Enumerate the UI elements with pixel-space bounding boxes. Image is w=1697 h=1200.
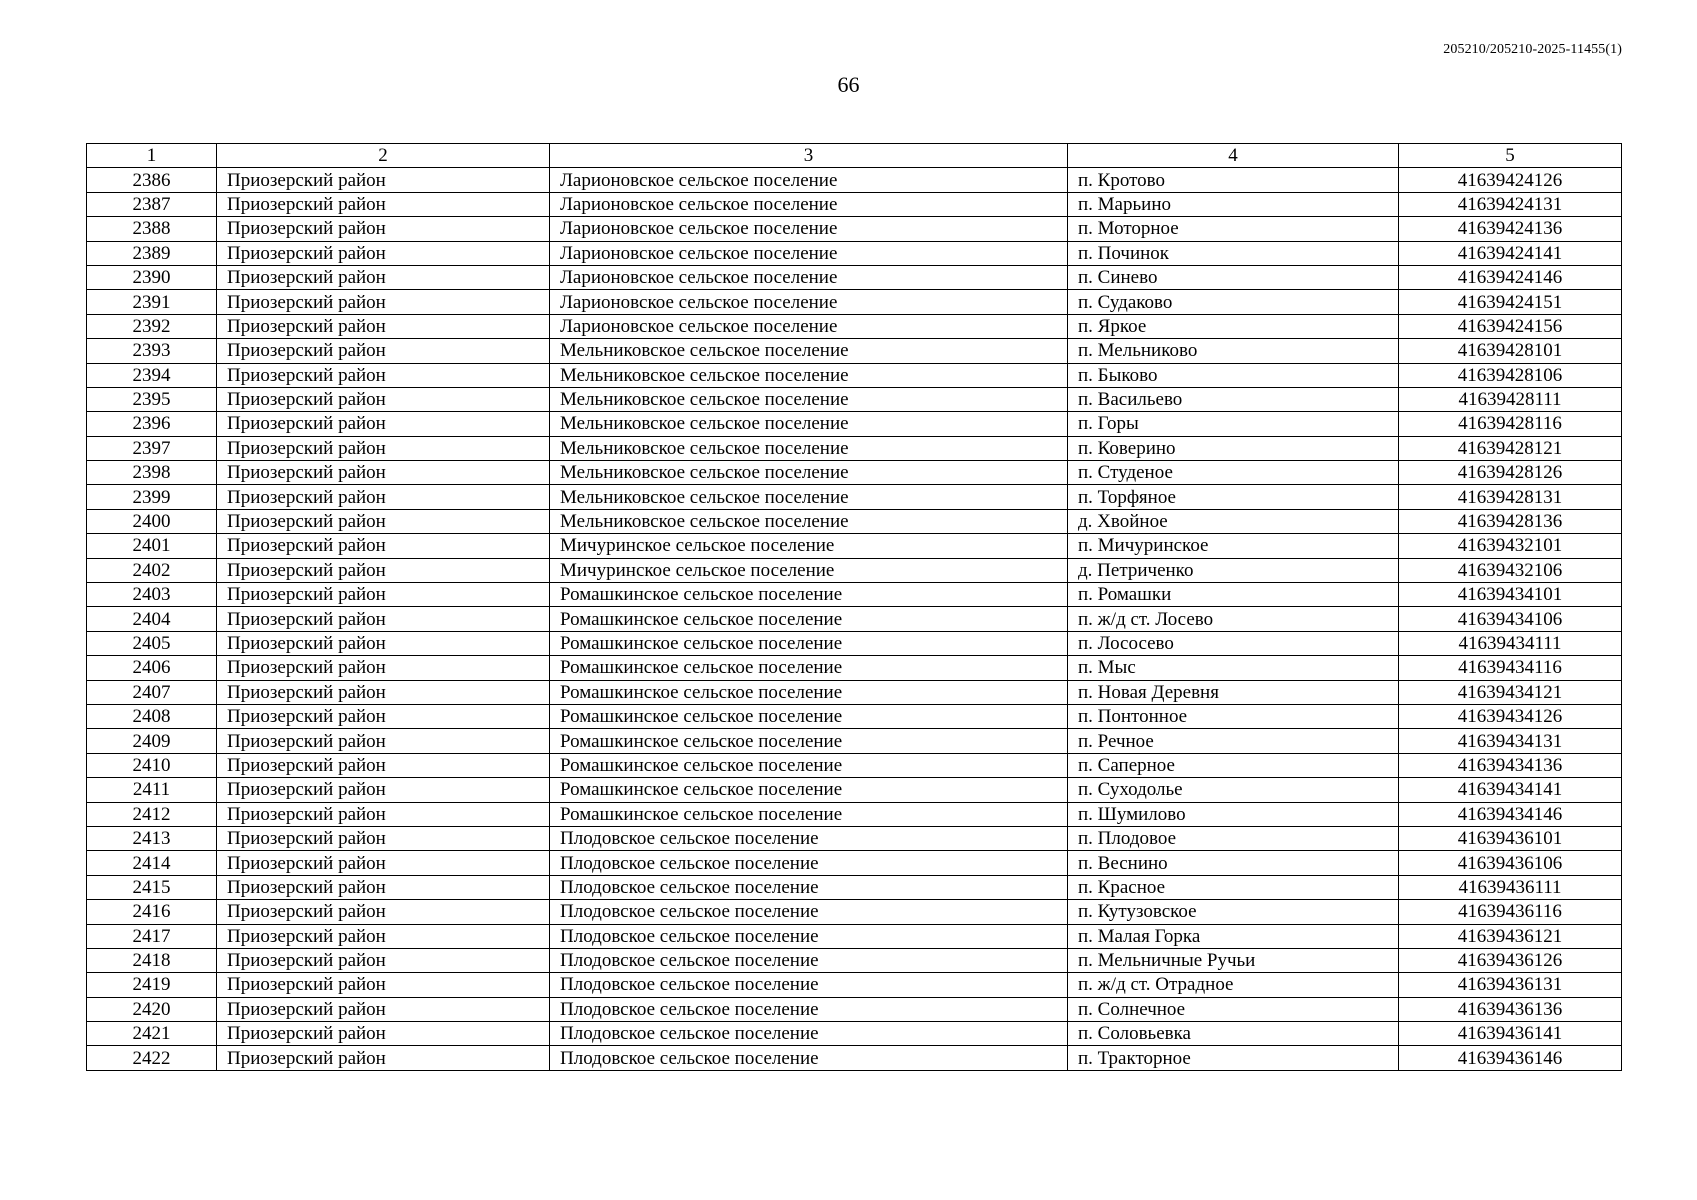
- settlement-name: Мичуринское сельское поселение: [550, 558, 1068, 582]
- oktmo-code: 41639434111: [1399, 631, 1622, 655]
- settlement-name: Плодовское сельское поселение: [550, 1046, 1068, 1070]
- oktmo-code: 41639434116: [1399, 656, 1622, 680]
- locality-name: п. Торфяное: [1068, 485, 1399, 509]
- settlement-name: Плодовское сельское поселение: [550, 900, 1068, 924]
- district-name: Приозерский район: [217, 753, 550, 777]
- district-name: Приозерский район: [217, 802, 550, 826]
- locality-name: п. Суходолье: [1068, 778, 1399, 802]
- table-row: [87, 290, 1622, 314]
- oktmo-code: 41639424156: [1399, 314, 1622, 338]
- locality-name: д. Хвойное: [1068, 509, 1399, 533]
- district-name: Приозерский район: [217, 168, 550, 192]
- table-row: [87, 387, 1622, 411]
- locality-name: п. Малая Горка: [1068, 924, 1399, 948]
- row-number: 2399: [87, 485, 217, 509]
- row-number: 2405: [87, 631, 217, 655]
- column-header-3: 3: [550, 144, 1068, 168]
- oktmo-code: 41639428111: [1399, 387, 1622, 411]
- district-name: Приозерский район: [217, 1022, 550, 1046]
- oktmo-code: 41639432101: [1399, 534, 1622, 558]
- row-number: 2395: [87, 387, 217, 411]
- district-name: Приозерский район: [217, 973, 550, 997]
- table-row: [87, 973, 1622, 997]
- table-row: [87, 192, 1622, 216]
- row-number: 2422: [87, 1046, 217, 1070]
- table-row: [87, 168, 1622, 192]
- settlement-name: Ромашкинское сельское поселение: [550, 583, 1068, 607]
- district-name: Приозерский район: [217, 534, 550, 558]
- row-number: 2386: [87, 168, 217, 192]
- locality-name: п. Быково: [1068, 363, 1399, 387]
- document-id: 205210/205210-2025-11455(1): [1443, 42, 1622, 57]
- settlement-name: Плодовское сельское поселение: [550, 1022, 1068, 1046]
- settlement-name: Ларионовское сельское поселение: [550, 168, 1068, 192]
- oktmo-code: 41639428106: [1399, 363, 1622, 387]
- district-name: Приозерский район: [217, 558, 550, 582]
- settlement-name: Плодовское сельское поселение: [550, 875, 1068, 899]
- row-number: 2418: [87, 948, 217, 972]
- row-number: 2413: [87, 826, 217, 850]
- locality-name: п. Судаково: [1068, 290, 1399, 314]
- oktmo-code: 41639436131: [1399, 973, 1622, 997]
- row-number: 2421: [87, 1022, 217, 1046]
- table-row: [87, 534, 1622, 558]
- district-name: Приозерский район: [217, 680, 550, 704]
- row-number: 2394: [87, 363, 217, 387]
- locality-name: п. Речное: [1068, 729, 1399, 753]
- district-name: Приозерский район: [217, 265, 550, 289]
- settlement-name: Мельниковское сельское поселение: [550, 387, 1068, 411]
- table-row: [87, 217, 1622, 241]
- table-row: [87, 412, 1622, 436]
- column-header-2: 2: [217, 144, 550, 168]
- row-number: 2387: [87, 192, 217, 216]
- settlement-name: Ларионовское сельское поселение: [550, 241, 1068, 265]
- settlement-name: Ларионовское сельское поселение: [550, 217, 1068, 241]
- oktmo-code: 41639436106: [1399, 851, 1622, 875]
- locality-name: п. ж/д ст. Лосево: [1068, 607, 1399, 631]
- row-number: 2392: [87, 314, 217, 338]
- district-name: Приозерский район: [217, 924, 550, 948]
- locality-name: п. Шумилово: [1068, 802, 1399, 826]
- locality-name: п. Понтонное: [1068, 704, 1399, 728]
- row-number: 2415: [87, 875, 217, 899]
- district-name: Приозерский район: [217, 339, 550, 363]
- row-number: 2412: [87, 802, 217, 826]
- row-number: 2400: [87, 509, 217, 533]
- settlement-name: Ларионовское сельское поселение: [550, 265, 1068, 289]
- locality-name: п. Мичуринское: [1068, 534, 1399, 558]
- table-row: [87, 826, 1622, 850]
- table-row: [87, 583, 1622, 607]
- district-name: Приозерский район: [217, 461, 550, 485]
- settlement-name: Мельниковское сельское поселение: [550, 339, 1068, 363]
- settlement-name: Ромашкинское сельское поселение: [550, 656, 1068, 680]
- locality-name: п. Починок: [1068, 241, 1399, 265]
- row-number: 2416: [87, 900, 217, 924]
- district-name: Приозерский район: [217, 387, 550, 411]
- table-row: [87, 753, 1622, 777]
- table-header: [87, 144, 1622, 168]
- oktmo-code: 41639434121: [1399, 680, 1622, 704]
- district-name: Приозерский район: [217, 826, 550, 850]
- table-row: [87, 924, 1622, 948]
- settlement-name: Ромашкинское сельское поселение: [550, 607, 1068, 631]
- table-row: [87, 631, 1622, 655]
- table-row: [87, 997, 1622, 1021]
- oktmo-code: 41639424151: [1399, 290, 1622, 314]
- locality-name: п. Плодовое: [1068, 826, 1399, 850]
- oktmo-code: 41639428121: [1399, 436, 1622, 460]
- district-name: Приозерский район: [217, 656, 550, 680]
- table-row: [87, 1046, 1622, 1070]
- oktmo-code: 41639436136: [1399, 997, 1622, 1021]
- table-row: [87, 900, 1622, 924]
- oktmo-code: 41639434131: [1399, 729, 1622, 753]
- oktmo-code: 41639436111: [1399, 875, 1622, 899]
- oktmo-code: 41639434126: [1399, 704, 1622, 728]
- district-name: Приозерский район: [217, 436, 550, 460]
- district-name: Приозерский район: [217, 241, 550, 265]
- oktmo-code: 41639434106: [1399, 607, 1622, 631]
- locality-name: п. Ромашки: [1068, 583, 1399, 607]
- row-number: 2419: [87, 973, 217, 997]
- oktmo-code: 41639432106: [1399, 558, 1622, 582]
- locality-name: п. Красное: [1068, 875, 1399, 899]
- oktmo-code: 41639436146: [1399, 1046, 1622, 1070]
- row-number: 2406: [87, 656, 217, 680]
- settlement-name: Мельниковское сельское поселение: [550, 509, 1068, 533]
- table-row: [87, 680, 1622, 704]
- oktmo-code: 41639428131: [1399, 485, 1622, 509]
- district-name: Приозерский район: [217, 412, 550, 436]
- district-name: Приозерский район: [217, 631, 550, 655]
- oktmo-code: 41639434101: [1399, 583, 1622, 607]
- settlement-name: Ромашкинское сельское поселение: [550, 631, 1068, 655]
- row-number: 2402: [87, 558, 217, 582]
- table-row: [87, 1022, 1622, 1046]
- locality-name: п. Тракторное: [1068, 1046, 1399, 1070]
- settlement-name: Мельниковское сельское поселение: [550, 461, 1068, 485]
- table-row: [87, 314, 1622, 338]
- row-number: 2403: [87, 583, 217, 607]
- column-header-1: 1: [87, 144, 217, 168]
- oktmo-code: 41639436126: [1399, 948, 1622, 972]
- district-name: Приозерский район: [217, 900, 550, 924]
- settlement-name: Мельниковское сельское поселение: [550, 436, 1068, 460]
- oktmo-code: 41639434146: [1399, 802, 1622, 826]
- locality-name: п. Марьино: [1068, 192, 1399, 216]
- district-name: Приозерский район: [217, 948, 550, 972]
- locality-name: п. Мельничные Ручьи: [1068, 948, 1399, 972]
- row-number: 2398: [87, 461, 217, 485]
- district-name: Приозерский район: [217, 1046, 550, 1070]
- locality-name: п. Лососево: [1068, 631, 1399, 655]
- locality-name: п. Солнечное: [1068, 997, 1399, 1021]
- district-name: Приозерский район: [217, 729, 550, 753]
- district-name: Приозерский район: [217, 583, 550, 607]
- oktmo-code: 41639436121: [1399, 924, 1622, 948]
- settlement-name: Плодовское сельское поселение: [550, 948, 1068, 972]
- locality-name: п. Мельниково: [1068, 339, 1399, 363]
- row-number: 2409: [87, 729, 217, 753]
- settlement-name: Ромашкинское сельское поселение: [550, 778, 1068, 802]
- locality-name: п. Новая Деревня: [1068, 680, 1399, 704]
- locality-name: п. Саперное: [1068, 753, 1399, 777]
- table-row: [87, 363, 1622, 387]
- settlement-name: Плодовское сельское поселение: [550, 851, 1068, 875]
- settlement-name: Плодовское сельское поселение: [550, 924, 1068, 948]
- table-row: [87, 461, 1622, 485]
- district-name: Приозерский район: [217, 875, 550, 899]
- settlement-name: Плодовское сельское поселение: [550, 997, 1068, 1021]
- page-number: 66: [837, 72, 860, 97]
- row-number: 2417: [87, 924, 217, 948]
- table-row: [87, 485, 1622, 509]
- district-name: Приозерский район: [217, 363, 550, 387]
- row-number: 2393: [87, 339, 217, 363]
- row-number: 2410: [87, 753, 217, 777]
- settlement-name: Мельниковское сельское поселение: [550, 485, 1068, 509]
- row-number: 2407: [87, 680, 217, 704]
- oktmo-code: 41639424126: [1399, 168, 1622, 192]
- row-number: 2397: [87, 436, 217, 460]
- table-row: [87, 509, 1622, 533]
- table-row: [87, 436, 1622, 460]
- table-row: [87, 607, 1622, 631]
- district-name: Приозерский район: [217, 290, 550, 314]
- table-row: [87, 778, 1622, 802]
- oktmo-code: 41639428116: [1399, 412, 1622, 436]
- locality-name: п. Веснино: [1068, 851, 1399, 875]
- oktmo-code: 41639434141: [1399, 778, 1622, 802]
- table-row: [87, 656, 1622, 680]
- oktmo-code: 41639424136: [1399, 217, 1622, 241]
- column-header-4: 4: [1068, 144, 1399, 168]
- locality-name: п. Кротово: [1068, 168, 1399, 192]
- oktmo-code: 41639428126: [1399, 461, 1622, 485]
- row-number: 2396: [87, 412, 217, 436]
- locality-name: п. ж/д ст. Отрадное: [1068, 973, 1399, 997]
- settlement-name: Ромашкинское сельское поселение: [550, 729, 1068, 753]
- locality-name: п. Кутузовское: [1068, 900, 1399, 924]
- locality-name: п. Коверино: [1068, 436, 1399, 460]
- settlement-name: Ларионовское сельское поселение: [550, 192, 1068, 216]
- settlement-name: Ларионовское сельское поселение: [550, 290, 1068, 314]
- table-row: [87, 558, 1622, 582]
- locality-name: п. Мыс: [1068, 656, 1399, 680]
- table-row: [87, 339, 1622, 363]
- settlement-name: Плодовское сельское поселение: [550, 826, 1068, 850]
- settlement-name: Мичуринское сельское поселение: [550, 534, 1068, 558]
- district-name: Приозерский район: [217, 314, 550, 338]
- row-number: 2401: [87, 534, 217, 558]
- header-row: [87, 144, 1622, 168]
- row-number: 2404: [87, 607, 217, 631]
- row-number: 2388: [87, 217, 217, 241]
- district-name: Приозерский район: [217, 851, 550, 875]
- table-row: [87, 851, 1622, 875]
- district-name: Приозерский район: [217, 192, 550, 216]
- locality-name: п. Синево: [1068, 265, 1399, 289]
- row-number: 2414: [87, 851, 217, 875]
- oktmo-code: 41639424141: [1399, 241, 1622, 265]
- locality-name: п. Студеное: [1068, 461, 1399, 485]
- oktmo-code: 41639428136: [1399, 509, 1622, 533]
- table-row: [87, 241, 1622, 265]
- oktmo-code: 41639424146: [1399, 265, 1622, 289]
- table-row: [87, 265, 1622, 289]
- settlement-name: Ларионовское сельское поселение: [550, 314, 1068, 338]
- row-number: 2389: [87, 241, 217, 265]
- settlement-name: Ромашкинское сельское поселение: [550, 704, 1068, 728]
- oktmo-code: 41639428101: [1399, 339, 1622, 363]
- row-number: 2411: [87, 778, 217, 802]
- column-header-5: 5: [1399, 144, 1622, 168]
- table-row: [87, 948, 1622, 972]
- table-row: [87, 729, 1622, 753]
- settlement-name: Плодовское сельское поселение: [550, 973, 1068, 997]
- settlement-name: Мельниковское сельское поселение: [550, 363, 1068, 387]
- locality-name: п. Моторное: [1068, 217, 1399, 241]
- table-row: [87, 802, 1622, 826]
- district-name: Приозерский район: [217, 607, 550, 631]
- locality-name: п. Васильево: [1068, 387, 1399, 411]
- row-number: 2420: [87, 997, 217, 1021]
- oktmo-code: 41639436101: [1399, 826, 1622, 850]
- settlement-name: Ромашкинское сельское поселение: [550, 680, 1068, 704]
- district-name: Приозерский район: [217, 704, 550, 728]
- locality-name: п. Горы: [1068, 412, 1399, 436]
- table-row: [87, 875, 1622, 899]
- oktmo-code: 41639436141: [1399, 1022, 1622, 1046]
- oktmo-code: 41639434136: [1399, 753, 1622, 777]
- table-body: [87, 168, 1622, 1070]
- oktmo-code: 41639436116: [1399, 900, 1622, 924]
- settlement-name: Мельниковское сельское поселение: [550, 412, 1068, 436]
- settlement-name: Ромашкинское сельское поселение: [550, 753, 1068, 777]
- locality-name: д. Петриченко: [1068, 558, 1399, 582]
- settlements-table: [86, 143, 1622, 1071]
- settlement-name: Ромашкинское сельское поселение: [550, 802, 1068, 826]
- row-number: 2408: [87, 704, 217, 728]
- district-name: Приозерский район: [217, 509, 550, 533]
- locality-name: п. Соловьевка: [1068, 1022, 1399, 1046]
- oktmo-code: 41639424131: [1399, 192, 1622, 216]
- district-name: Приозерский район: [217, 778, 550, 802]
- district-name: Приозерский район: [217, 217, 550, 241]
- locality-name: п. Яркое: [1068, 314, 1399, 338]
- row-number: 2391: [87, 290, 217, 314]
- district-name: Приозерский район: [217, 997, 550, 1021]
- district-name: Приозерский район: [217, 485, 550, 509]
- row-number: 2390: [87, 265, 217, 289]
- table-row: [87, 704, 1622, 728]
